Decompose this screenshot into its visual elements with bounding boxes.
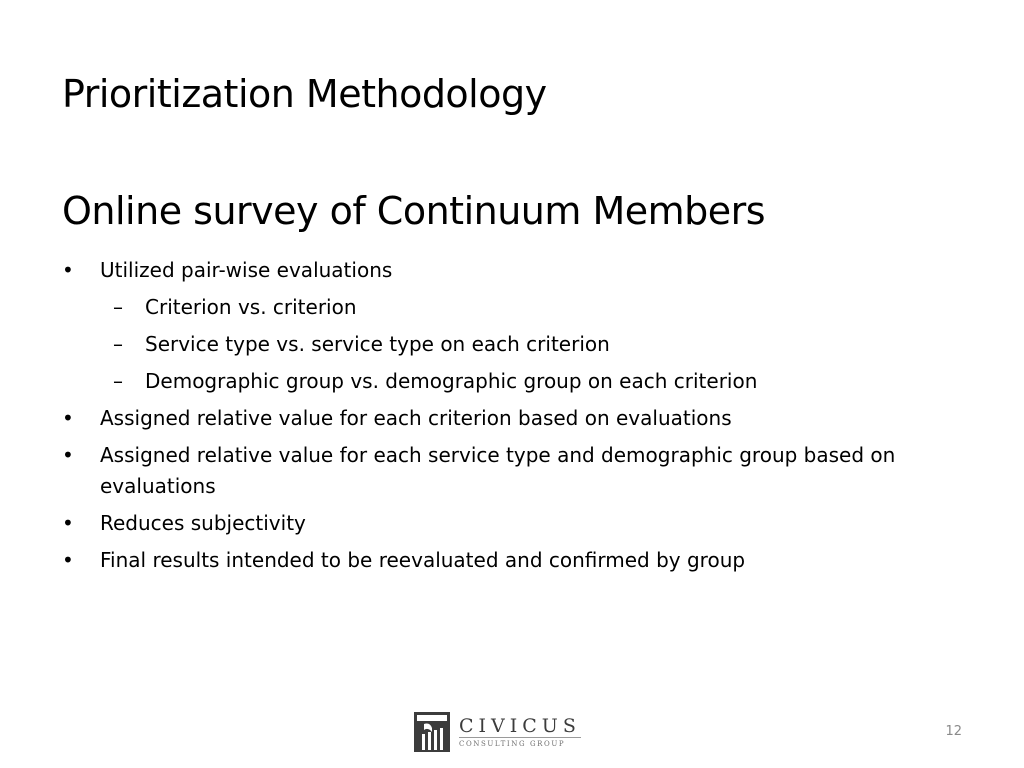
sub-bullet-text: Service type vs. service type on each criterion: [145, 332, 610, 356]
bullet-marker: •: [62, 406, 74, 430]
sub-bullet-text: Criterion vs. criterion: [145, 295, 357, 319]
bullet-text: Reduces subjectivity: [100, 511, 306, 535]
dash-marker: –: [113, 332, 123, 356]
company-logo: [414, 712, 581, 752]
civicus-column-logo-icon: [414, 712, 450, 752]
sub-bullet-item: [62, 329, 942, 360]
bullet-marker: •: [62, 443, 74, 467]
bullet-item: [62, 255, 942, 286]
bullet-marker: •: [62, 548, 74, 572]
logo-tagline: CONSULTING GROUP: [459, 740, 566, 748]
slide-subtitle: Online survey of Continuum Members: [62, 189, 766, 233]
bullet-item: [62, 508, 942, 539]
dash-marker: –: [113, 295, 123, 319]
bullet-text: Assigned relative value for each service type and demographic group based on evaluations: [100, 443, 896, 498]
bullet-marker: •: [62, 511, 74, 535]
bullet-list: [62, 255, 942, 582]
sub-bullet-item: [62, 292, 942, 323]
slide-title: Prioritization Methodology: [62, 72, 547, 116]
logo-name: CIVICUS: [459, 715, 581, 737]
sub-bullet-item: [62, 366, 942, 397]
page-number: 12: [945, 724, 962, 739]
bullet-item: [62, 545, 942, 576]
bullet-text: Assigned relative value for each criterion based on evaluations: [100, 406, 732, 430]
logo-wordmark: [459, 716, 581, 748]
bullet-text: Utilized pair-wise evaluations: [100, 258, 393, 282]
bullet-marker: •: [62, 258, 74, 282]
bullet-item: [62, 403, 942, 434]
sub-bullet-text: Demographic group vs. demographic group on each criterion: [145, 369, 758, 393]
dash-marker: –: [113, 369, 123, 393]
bullet-text: Final results intended to be reevaluated and confirmed by group: [100, 548, 746, 572]
logo-divider: [459, 737, 581, 738]
bullet-item: [62, 440, 942, 502]
